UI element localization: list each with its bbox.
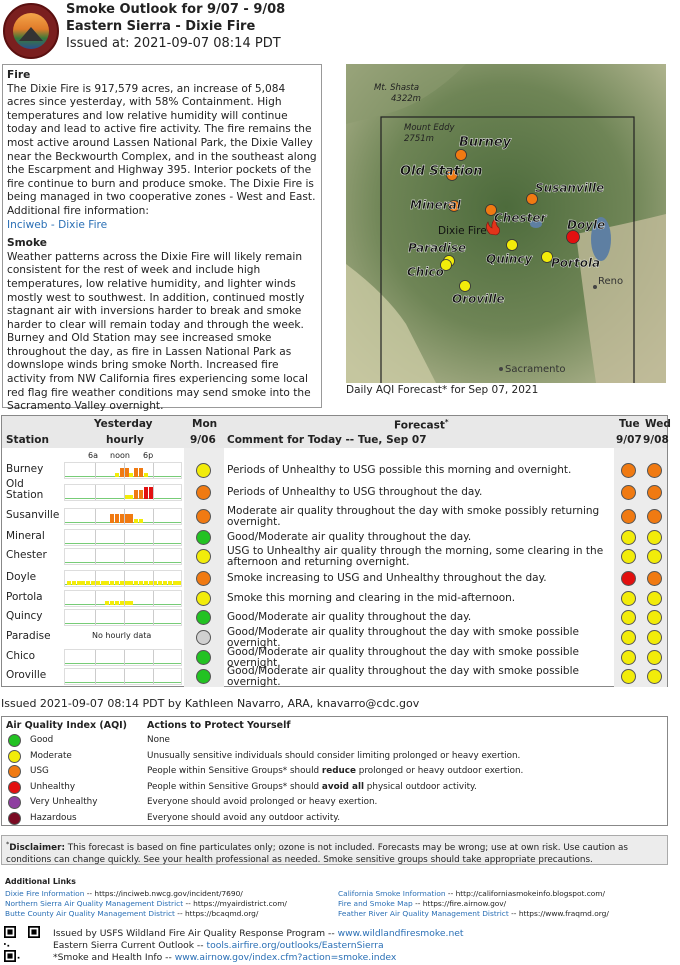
col-comment: Comment for Today -- Tue, Sep 07 (227, 434, 427, 446)
additional-link[interactable]: Feather River Air Quality Management District (338, 909, 509, 918)
city-marker (593, 285, 597, 289)
col-mon-date: 9/06 (190, 434, 216, 446)
hourly-bar (115, 581, 119, 585)
forecast-comment: Moderate air quality throughout the day with smoke possibly returning overnight. (227, 505, 600, 528)
station-name: Oroville (6, 669, 47, 681)
forecast-row (2, 607, 667, 627)
hourly-bar (115, 473, 119, 477)
hourly-bar (144, 487, 148, 499)
map-caption: Daily AQI Forecast* for Sep 07, 2021 (346, 384, 539, 396)
hourly-bar (110, 601, 114, 605)
spark-label-6p: 6p (143, 451, 154, 460)
station-name: Doyle (6, 571, 37, 583)
mon-aqi-dot (196, 530, 211, 545)
map-station-label: Quincy (486, 252, 533, 266)
additional-link[interactable]: Butte County Air Quality Management District (5, 909, 175, 918)
aqi-level-name: Unhealthy (30, 781, 76, 792)
hourly-bar (163, 581, 167, 585)
forecast-comment: Good/Moderate air quality throughout the day. (227, 531, 472, 543)
hourly-sparkline (64, 462, 182, 479)
mon-aqi-dot (196, 591, 211, 606)
hourly-bar (86, 581, 90, 585)
col-wed: Wed (645, 418, 671, 430)
hourly-sparkline (64, 609, 182, 626)
map-station-marker (460, 281, 471, 292)
hourly-bar (168, 581, 172, 585)
disclaimer-asterisk: * (6, 840, 10, 848)
forecast-title: Forecast (394, 419, 445, 432)
tue-aqi-dot (621, 463, 636, 478)
wed-aqi-dot (647, 530, 662, 545)
map-station-label: Doyle (567, 218, 606, 232)
map-station-label: Old Station (400, 164, 483, 179)
map-station-marker (527, 194, 538, 205)
mon-aqi-dot (196, 485, 211, 500)
aqi-swatch (8, 750, 21, 763)
footer-line-outlook (53, 940, 384, 951)
tue-aqi-dot (621, 485, 636, 500)
additional-link-url: -- https://www.fraqmd.org/ (508, 909, 609, 918)
additional-link-item (338, 899, 506, 908)
aqi-level-name: USG (30, 766, 49, 776)
forecast-table-header (2, 416, 671, 448)
hourly-bar (115, 514, 119, 523)
additional-link[interactable]: Dixie Fire Information (5, 889, 85, 898)
aqi-swatch (8, 781, 21, 794)
forecast-row (2, 647, 667, 667)
station-name: Old Station (6, 478, 44, 501)
hourly-bar (139, 490, 143, 499)
mon-aqi-dot (196, 549, 211, 564)
col-forecast (394, 418, 449, 432)
hourly-bar (139, 468, 143, 477)
map-station-label: Chico (407, 265, 444, 279)
additional-links-heading: Additional Links (5, 877, 76, 886)
wed-aqi-dot (647, 650, 662, 665)
aqi-forecast-map (346, 64, 666, 383)
hourly-bar (125, 514, 129, 523)
col-wed-date: 9/08 (643, 434, 669, 446)
hourly-bar (67, 581, 71, 585)
no-data-label: No hourly data (92, 631, 152, 640)
forecast-row (2, 546, 667, 566)
forecast-comment: Good/Moderate air quality throughout the day with smoke possible overnight. (227, 626, 579, 649)
forecast-comment: USG to Unhealthy air quality through the morning, some clearing in the afternoon and returning overnight. (227, 545, 604, 568)
forecast-row (2, 506, 667, 526)
mon-aqi-dot (196, 630, 211, 645)
hourly-sparkline (64, 484, 182, 501)
aqi-swatch (8, 765, 21, 778)
hourly-bar (139, 581, 143, 585)
aqi-legend-row (2, 780, 667, 796)
forecast-comment: Periods of Unhealthy to USG throughout the day. (227, 486, 483, 498)
program-logo (3, 3, 59, 59)
hourly-bar (149, 487, 153, 499)
map-station-marker (507, 240, 518, 251)
peak-elev: 2751m (404, 134, 434, 144)
hourly-bar (125, 581, 129, 585)
wed-aqi-dot (647, 669, 662, 684)
hourly-bar (129, 495, 133, 499)
wed-aqi-dot (647, 610, 662, 625)
hourly-bar (110, 581, 114, 585)
hourly-bar (129, 473, 133, 477)
forecast-comment: Good/Moderate air quality throughout the day with smoke possible overnight. (227, 646, 579, 669)
fire-text: The Dixie Fire is 917,579 acres, an increase of 5,084 acres since yesterday, with 58% Containment. High temperatures and low relative humidity will continue today and lead to active fire activity. The fire remains the most active around Lassen National Park, the Dixie Valley near the Beckwourth Complex, and in the southeast along the Escarpment and Highway 395. Interior pockets of the fire continue to burn and produce smoke. The Dixie Fire is being managed in two cooperative zones - West and East. Additional fire information: (7, 82, 317, 217)
hourly-bar (144, 581, 148, 585)
additional-link-item (338, 889, 605, 898)
station-name: Portola (6, 591, 43, 603)
aqi-action: Everyone should avoid prolonged or heavy exertion. (147, 797, 378, 807)
aqi-swatch (8, 796, 21, 809)
additional-link-item (5, 899, 287, 908)
fire-paragraph (7, 83, 317, 233)
forecast-row (2, 460, 667, 480)
wed-aqi-dot (647, 509, 662, 524)
disclaimer-text: This forecast is based on fine particulates only; ozone is not included. Forecasts may be wrong; use at own risk. Use caution as conditions can change quickly. See your health professional as needed. Smoke sensitive groups should take appropriate precautions. (6, 842, 628, 865)
hourly-bar (134, 581, 138, 585)
fire-label: Dixie Fire (438, 225, 487, 237)
aqi-legend-header: Air Quality Index (AQI) (6, 720, 128, 731)
footer-line-health (53, 952, 396, 963)
mon-aqi-dot (196, 571, 211, 586)
aqi-action: Unusually sensitive individuals should consider limiting prolonged or heavy exertion. (147, 750, 521, 761)
col-mon: Mon (192, 418, 218, 430)
hourly-bar (110, 514, 114, 523)
hourly-bar (125, 468, 129, 477)
forecast-row (2, 568, 667, 588)
hourly-sparkline (64, 570, 182, 587)
hourly-bar (129, 514, 133, 523)
hourly-bar (134, 519, 138, 523)
issued-by-line: Issued 2021-09-07 08:14 PDT by Kathleen Navarro, ARA, knavarro@cdc.gov (1, 697, 420, 710)
aqi-action: None (147, 735, 170, 745)
forecast-comment: Smoke increasing to USG and Unhealthy throughout the day. (227, 572, 547, 584)
map-station-label: Mineral (410, 198, 461, 212)
station-name: Paradise (6, 630, 51, 642)
col-hourly: hourly (106, 434, 144, 446)
col-tue-date: 9/07 (616, 434, 642, 446)
map-station-marker (567, 231, 580, 244)
forecast-comment: Good/Moderate air quality throughout the day with smoke possible overnight. (227, 665, 579, 688)
issued-timestamp: Issued at: 2021-09-07 08:14 PDT (66, 36, 281, 51)
city-marker (499, 367, 503, 371)
tue-aqi-dot (621, 669, 636, 684)
wed-aqi-dot (647, 591, 662, 606)
footer-text: *Smoke and Health Info -- (53, 952, 175, 963)
hourly-bar (144, 473, 148, 477)
station-name: Burney (6, 463, 44, 475)
tue-aqi-dot (621, 610, 636, 625)
additional-link-item (5, 889, 243, 898)
forecast-table (1, 415, 671, 688)
disclaimer-box (1, 835, 668, 865)
footer-text: Issued by USFS Wildland Fire Air Quality Response Program -- (53, 928, 338, 939)
hourly-bar (105, 601, 109, 605)
additional-link-item (338, 909, 609, 918)
aqi-swatch (8, 812, 21, 825)
forecast-row (2, 588, 667, 608)
hourly-sparkline (64, 508, 182, 525)
station-name: Chico (6, 650, 36, 662)
map-station-label: Susanville (535, 181, 605, 195)
wildlandfiresmoke-link[interactable]: www.wildlandfiresmoke.net (337, 928, 464, 939)
aqi-legend-row (2, 733, 667, 749)
hourly-bar (72, 581, 76, 585)
aqi-legend-table (1, 716, 668, 826)
map-station-label: Paradise (408, 241, 467, 255)
wed-aqi-dot (647, 549, 662, 564)
tue-aqi-dot (621, 571, 636, 586)
airnow-link[interactable]: www.airnow.gov/index.cfm?action=smoke.index (174, 952, 397, 963)
additional-link[interactable]: Northern Sierra Air Quality Management District (5, 899, 184, 908)
additional-link-url: -- http://californiasmokeinfo.blogspot.com/ (445, 889, 605, 898)
peak-label: Mt. Shasta (374, 83, 420, 93)
tue-aqi-dot (621, 549, 636, 564)
col-station: Station (6, 434, 49, 446)
aqi-level-name: Moderate (30, 750, 72, 761)
fire-heading: Fire (7, 69, 31, 81)
city-label: Sacramento (505, 364, 566, 375)
hourly-bar (115, 601, 119, 605)
hourly-bar (129, 581, 133, 585)
qr-code-icon (4, 926, 40, 962)
wed-aqi-dot (647, 630, 662, 645)
aqi-action: Everyone should avoid any outdoor activity. (147, 812, 341, 823)
aqi-swatch (8, 734, 21, 747)
hourly-bar (149, 581, 153, 585)
mon-aqi-dot (196, 463, 211, 478)
hourly-sparkline (64, 649, 182, 666)
tue-aqi-dot (621, 630, 636, 645)
aqi-legend-row (2, 764, 667, 780)
footer-line-issued (53, 928, 464, 939)
hourly-bar (139, 519, 143, 523)
spark-label-noon: noon (110, 451, 130, 460)
tue-aqi-dot (621, 530, 636, 545)
aqi-actions-header: Actions to Protect Yourself (147, 720, 291, 731)
hourly-bar (158, 581, 162, 585)
hourly-bar (96, 581, 100, 585)
forecast-row (2, 478, 667, 502)
page-subtitle: Eastern Sierra - Dixie Fire (66, 19, 256, 34)
aqi-action: People within Sensitive Groups* should avoid all physical outdoor activity. (147, 781, 477, 792)
col-tue: Tue (619, 418, 640, 430)
smoke-text: Weather patterns across the Dixie Fire will likely remain consistent for the rest of week and include high temperatures, low relative humidity, and lighter winds mostly west to southwest. In addition, continued mostly stagnant air with inversions harder to break and smoke harder to clear will remain today and through the week. Burney and Old Station may see increased smoke throughout the day, as fire in Lassen National Park as downslope winds bring smoke North. Increased fire activity from NW California fires experiencing some local red flag fire weather conditions may send smoke into the Sacramento Valley overnight. (7, 250, 311, 413)
map-station-label: Chester (494, 211, 547, 225)
narrative-box (2, 64, 322, 413)
station-name: Susanville (6, 509, 60, 521)
map-station-label: Burney (459, 135, 512, 150)
forecast-comment: Good/Moderate air quality throughout the day. (227, 611, 472, 623)
mon-aqi-dot (196, 650, 211, 665)
hourly-bar (173, 581, 177, 585)
forecast-comment: Smoke this morning and clearing in the mid-afternoon. (227, 592, 516, 604)
aqi-level-name: Good (30, 735, 54, 745)
aqi-action: People within Sensitive Groups* should reduce prolonged or heavy outdoor exertion. (147, 766, 524, 776)
wed-aqi-dot (647, 485, 662, 500)
forecast-row (2, 627, 667, 647)
aqi-level-name: Very Unhealthy (30, 797, 98, 807)
additional-link-url: -- https://inciweb.nwcg.gov/incident/7690/ (84, 889, 243, 898)
aqi-level-name: Hazardous (30, 812, 77, 823)
additional-link-url: -- https://fire.airnow.gov/ (412, 899, 507, 908)
tue-aqi-dot (621, 591, 636, 606)
wed-aqi-dot (647, 571, 662, 586)
forecast-comment: Periods of Unhealthy to USG possible this morning and overnight. (227, 464, 572, 476)
smoke-heading: Smoke (7, 237, 47, 250)
map-station-label: Oroville (452, 292, 505, 306)
mon-aqi-dot (196, 610, 211, 625)
inciweb-link[interactable]: Inciweb - Dixie Fire (7, 218, 108, 231)
aqi-legend-row (2, 795, 667, 811)
hourly-sparkline (64, 629, 182, 646)
hourly-bar (125, 495, 129, 499)
outlook-link[interactable]: tools.airfire.org/outlooks/EasternSierra (206, 940, 384, 951)
map-station-label: Portola (551, 256, 601, 270)
peak-elev: 4322m (391, 94, 421, 104)
footer-text: Eastern Sierra Current Outlook -- (53, 940, 207, 951)
tue-aqi-dot (621, 650, 636, 665)
wed-aqi-dot (647, 463, 662, 478)
mon-aqi-dot (196, 509, 211, 524)
additional-link-item (5, 909, 258, 918)
hourly-bar (129, 601, 133, 605)
map-station-marker (456, 150, 467, 161)
aqi-legend-row (2, 811, 667, 827)
hourly-bar (134, 468, 138, 477)
additional-link[interactable]: California Smoke Information (338, 889, 446, 898)
hourly-sparkline (64, 548, 182, 565)
hourly-bar (81, 581, 85, 585)
hourly-sparkline (64, 668, 182, 685)
additional-link[interactable]: Fire and Smoke Map (338, 899, 413, 908)
hourly-bar (125, 601, 129, 605)
page-title: Smoke Outlook for 9/07 - 9/08 (66, 2, 286, 17)
forecast-asterisk: * (444, 418, 449, 426)
forecast-row (2, 666, 667, 686)
peak-label: Mount Eddy (404, 123, 455, 133)
aqi-legend-row (2, 749, 667, 765)
disclaimer-label: Disclaimer: (9, 842, 65, 853)
station-name: Quincy (6, 610, 43, 622)
mon-aqi-dot (196, 669, 211, 684)
station-name: Mineral (6, 530, 45, 542)
station-name: Chester (6, 549, 47, 561)
hourly-bar (134, 490, 138, 499)
hourly-bar (77, 581, 81, 585)
additional-link-url: -- https://bcaqmd.org/ (174, 909, 259, 918)
hourly-bar (177, 581, 181, 585)
tue-aqi-dot (621, 509, 636, 524)
additional-link-url: -- https://myairdistrict.com/ (183, 899, 287, 908)
hourly-sparkline (64, 590, 182, 607)
hourly-bar (105, 581, 109, 585)
hourly-bar (101, 581, 105, 585)
col-yesterday: Yesterday (94, 418, 153, 430)
spark-label-6a: 6a (88, 451, 98, 460)
city-label: Reno (598, 276, 624, 287)
forecast-row (2, 527, 667, 547)
hourly-sparkline (64, 529, 182, 546)
